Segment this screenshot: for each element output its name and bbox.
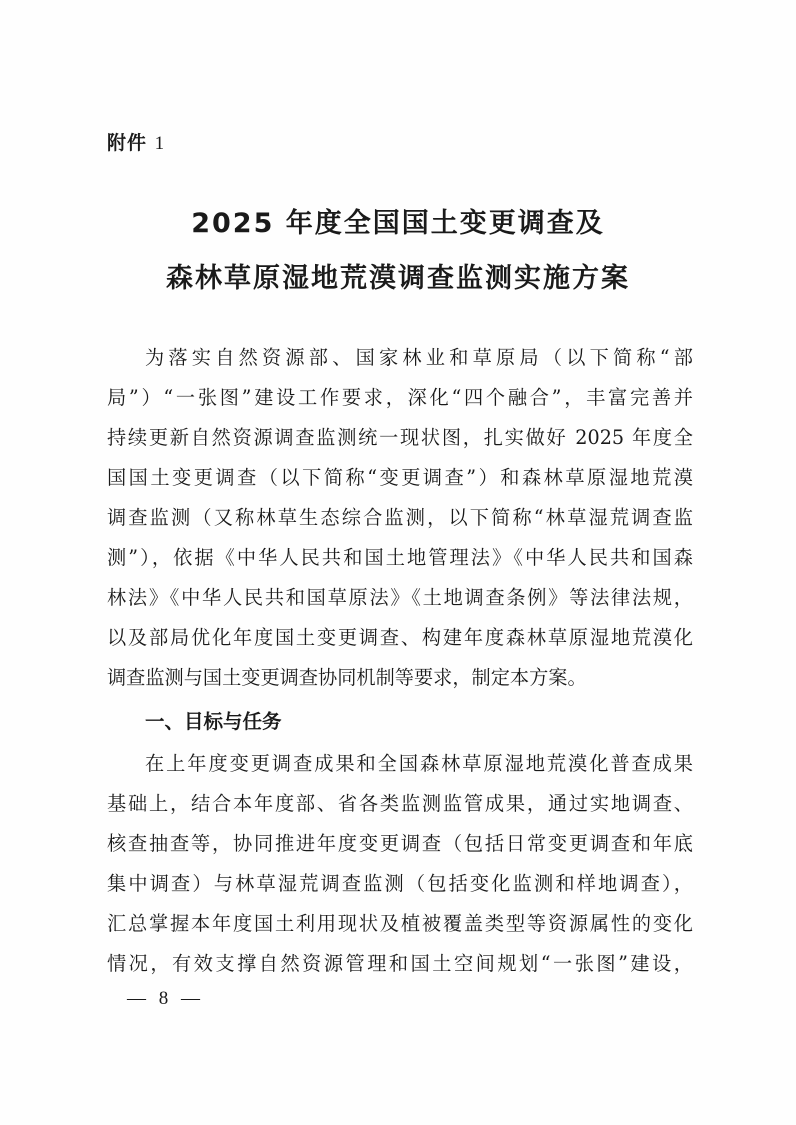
paragraph-line: 国国土变更调查（以下简称“变更调查”）和森林草原湿地荒漠 bbox=[107, 466, 693, 489]
paragraph-line: 调查监测（又称林草生态综合监测，以下简称“林草湿荒调查监 bbox=[107, 506, 693, 529]
document-title-line-1: 2025 年度全国国土变更调查及 bbox=[191, 208, 605, 239]
paragraph-line: 测”），依据《中华人民共和国土地管理法》《中华人民共和国森 bbox=[107, 546, 693, 569]
paragraph-line: 在上年度变更调查成果和全国森林草原湿地荒漠化普查成果 bbox=[145, 752, 693, 775]
paragraph-line: 情况，有效支撑自然资源管理和国土空间规划“一张图”建设， bbox=[107, 952, 693, 975]
page-number: — 8 — bbox=[127, 988, 204, 1009]
goals-paragraph bbox=[107, 744, 693, 984]
paragraph-line: 持续更新自然资源调查监测统一现状图，扎实做好 2025 年度全 bbox=[107, 426, 693, 449]
paragraph-line: 集中调查）与林草湿荒调查监测（包括变化监测和样地调查）， bbox=[107, 872, 693, 895]
section-heading: 一、目标与任务 bbox=[145, 710, 282, 733]
paragraph-line: 为落实自然资源部、国家林业和草原局（以下简称“部 bbox=[145, 346, 693, 369]
paragraph-line: 局”）“一张图”建设工作要求，深化“四个融合”，丰富完善并 bbox=[107, 386, 693, 409]
attachment-text: 附件 bbox=[107, 132, 148, 154]
paragraph-line: 基础上，结合本年度部、省各类监测监管成果，通过实地调查、 bbox=[107, 792, 693, 815]
paragraph-line: 以及部局优化年度国土变更调查、构建年度森林草原湿地荒漠化 bbox=[107, 626, 693, 649]
paragraph-line: 林法》《中华人民共和国草原法》《土地调查条例》等法律法规， bbox=[107, 586, 693, 609]
document-title-line-2: 森林草原湿地荒漠调查监测实施方案 bbox=[166, 263, 630, 294]
paragraph-line: 调查监测与国土变更调查协同机制等要求，制定本方案。 bbox=[107, 666, 587, 689]
attachment-label bbox=[107, 128, 165, 155]
attachment-number: 1 bbox=[154, 133, 166, 154]
paragraph-line: 核查抽查等，协同推进年度变更调查（包括日常变更调查和年底 bbox=[107, 832, 693, 855]
intro-paragraph bbox=[107, 338, 693, 698]
paragraph-line: 汇总掌握本年度国土利用现状及植被覆盖类型等资源属性的变化 bbox=[107, 912, 693, 935]
